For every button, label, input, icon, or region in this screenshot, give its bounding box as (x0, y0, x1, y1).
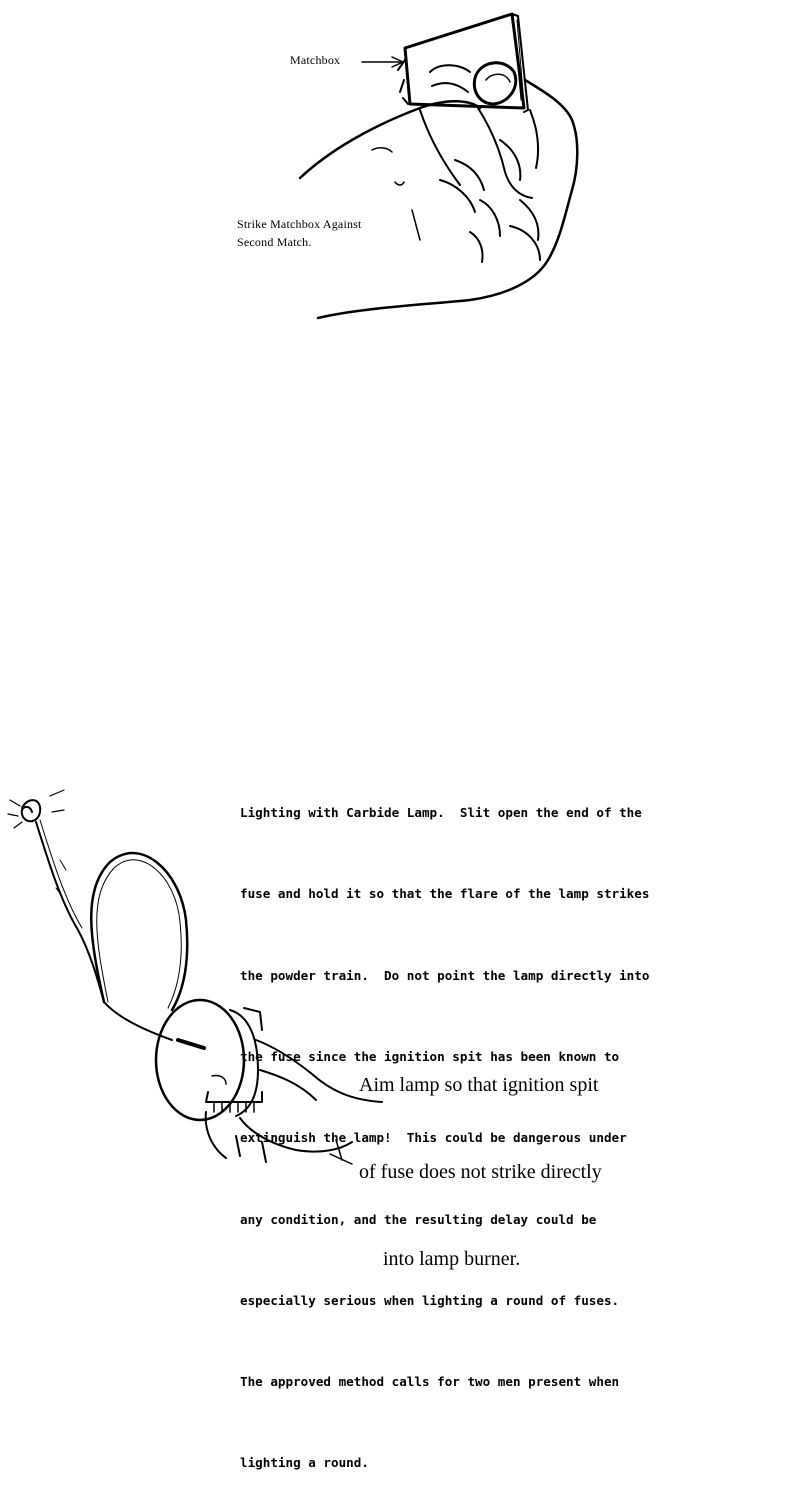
aim-caption-line: of fuse does not strike directly (359, 1161, 602, 1183)
matchbox-illustration (0, 0, 801, 330)
paragraph-line: the powder train. Do not point the lamp directly into (240, 967, 650, 983)
aim-lamp-caption (359, 1013, 602, 1303)
strike-caption-line-2: Second Match. (237, 235, 312, 249)
paragraph-line: Lighting with Carbide Lamp. Slit open the end of the (240, 805, 642, 821)
matchbox-label: Matchbox (290, 53, 341, 67)
paragraph-line: lighting a round. (240, 1455, 369, 1471)
hand-matchbox-drawing (0, 0, 801, 330)
paragraph-line: fuse and hold it so that the flare of the lamp strikes (240, 886, 650, 902)
aim-caption-line: Aim lamp so that ignition spit (359, 1074, 599, 1096)
aim-caption-line: into lamp burner. (383, 1248, 521, 1270)
paragraph-line: especially serious when lighting a round of fuses. (240, 1292, 620, 1308)
strike-caption-line-1: Strike Matchbox Against (237, 217, 362, 231)
paragraph-line: extinguish the lamp! This could be dangerous under (240, 1130, 627, 1146)
paragraph-line: The approved method calls for two men present when (240, 1374, 620, 1390)
paragraph-line: the fuse since the ignition spit has been known to (240, 1049, 620, 1065)
paragraph-line: any condition, and the resulting delay could be (240, 1211, 597, 1227)
